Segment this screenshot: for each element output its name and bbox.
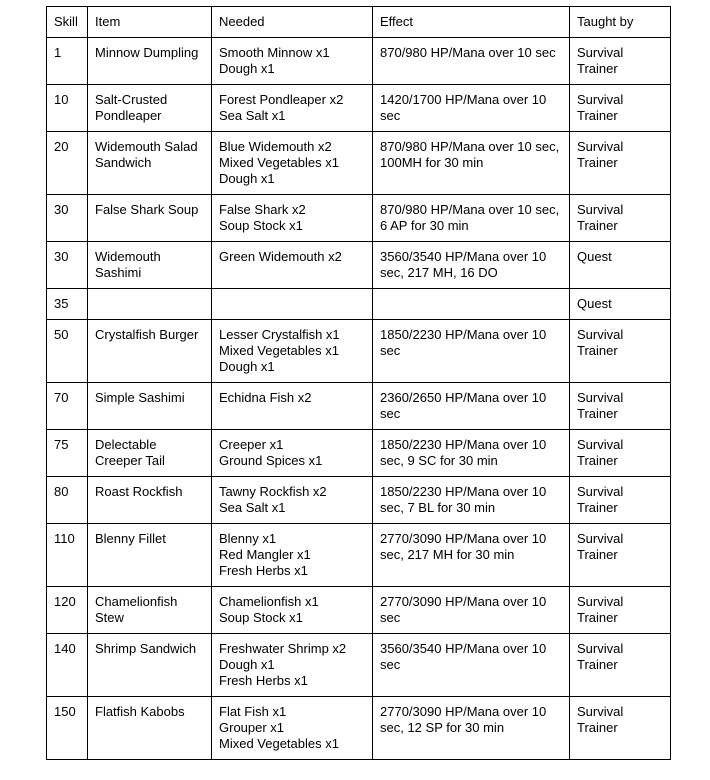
item-cell-line: Sandwich (95, 155, 152, 170)
effect-cell (373, 697, 570, 760)
table-row (47, 195, 671, 242)
effect-cell-line: 2770/3090 HP/Mana over 10 (380, 594, 547, 609)
item-cell (88, 132, 212, 195)
needed-cell-line: Mixed Vegetables x1 (219, 343, 339, 358)
skill-cell: 30 (47, 242, 88, 289)
needed-cell-line: Dough x1 (219, 359, 275, 374)
item-cell (88, 524, 212, 587)
skill-cell: 70 (47, 383, 88, 430)
skill-cell: 20 (47, 132, 88, 195)
skill-cell: 110 (47, 524, 88, 587)
item-cell-line: Roast Rockfish (95, 484, 183, 499)
needed-cell-line: Lesser Crystalfish x1 (219, 327, 340, 342)
effect-cell (373, 524, 570, 587)
skill-cell: 140 (47, 634, 88, 697)
taught-by-cell: Survival Trainer (570, 320, 671, 383)
effect-cell-line: sec, 217 MH, 16 DO (380, 265, 498, 280)
taught-by-cell: Survival Trainer (570, 132, 671, 195)
item-cell-line: Creeper Tail (95, 453, 165, 468)
header-item: Item (88, 7, 212, 38)
header-effect: Effect (373, 7, 570, 38)
needed-cell-line: Flat Fish x1 (219, 704, 287, 719)
effect-cell (373, 430, 570, 477)
effect-cell-line: 3560/3540 HP/Mana over 10 (380, 249, 547, 264)
needed-cell (212, 524, 373, 587)
effect-cell-line: sec (380, 657, 401, 672)
effect-cell-line: 870/980 HP/Mana over 10 sec, (380, 139, 560, 154)
item-cell-line: Widemouth (95, 249, 161, 264)
needed-cell (212, 289, 373, 320)
effect-cell (373, 477, 570, 524)
needed-cell (212, 242, 373, 289)
taught-by-cell: Survival Trainer (570, 587, 671, 634)
needed-cell (212, 587, 373, 634)
needed-cell (212, 383, 373, 430)
table-row (47, 697, 671, 760)
needed-cell-line: Mixed Vegetables x1 (219, 155, 339, 170)
taught-by-cell: Quest (570, 289, 671, 320)
needed-cell-line: Forest Pondleaper x2 (219, 92, 344, 107)
table-row (47, 524, 671, 587)
effect-cell (373, 383, 570, 430)
needed-cell-line: Ground Spices x1 (219, 453, 323, 468)
item-cell (88, 430, 212, 477)
effect-cell (373, 587, 570, 634)
item-cell (88, 477, 212, 524)
needed-cell-line: Freshwater Shrimp x2 (219, 641, 347, 656)
effect-cell (373, 38, 570, 85)
needed-cell (212, 132, 373, 195)
recipe-table-container (46, 6, 671, 760)
needed-cell (212, 634, 373, 697)
effect-cell-line: 3560/3540 HP/Mana over 10 (380, 641, 547, 656)
taught-by-cell: Survival Trainer (570, 383, 671, 430)
effect-cell-line: 870/980 HP/Mana over 10 sec, (380, 202, 560, 217)
item-cell-line: Chamelionfish (95, 594, 178, 609)
header-row (47, 7, 671, 38)
item-cell (88, 634, 212, 697)
skill-cell: 50 (47, 320, 88, 383)
effect-cell-line: sec (380, 108, 401, 123)
taught-by-cell: Survival Trainer (570, 85, 671, 132)
effect-cell-line: 1420/1700 HP/Mana over 10 (380, 92, 547, 107)
table-row (47, 242, 671, 289)
effect-cell-line: sec (380, 406, 401, 421)
header-needed: Needed (212, 7, 373, 38)
effect-cell (373, 634, 570, 697)
effect-cell-line: sec, 9 SC for 30 min (380, 453, 498, 468)
needed-cell-line: False Shark x2 (219, 202, 306, 217)
needed-cell-line: Soup Stock x1 (219, 218, 303, 233)
skill-cell: 150 (47, 697, 88, 760)
item-cell-line: Simple Sashimi (95, 390, 185, 405)
table-row (47, 38, 671, 85)
needed-cell-line: Sea Salt x1 (219, 500, 286, 515)
header-taught-by: Taught by (570, 7, 671, 38)
skill-cell: 30 (47, 195, 88, 242)
item-cell (88, 85, 212, 132)
table-row (47, 477, 671, 524)
needed-cell-line: Tawny Rockfish x2 (219, 484, 327, 499)
needed-cell (212, 85, 373, 132)
item-cell-line: Stew (95, 610, 124, 625)
effect-cell-line: sec (380, 610, 401, 625)
effect-cell-line: sec, 7 BL for 30 min (380, 500, 496, 515)
needed-cell-line: Grouper x1 (219, 720, 285, 735)
effect-cell-line: 2360/2650 HP/Mana over 10 (380, 390, 547, 405)
needed-cell (212, 430, 373, 477)
needed-cell-line: Fresh Herbs x1 (219, 673, 308, 688)
item-cell-line: Blenny Fillet (95, 531, 166, 546)
effect-cell-line: 2770/3090 HP/Mana over 10 (380, 704, 547, 719)
taught-by-cell: Survival Trainer (570, 477, 671, 524)
item-cell-line: Pondleaper (95, 108, 162, 123)
needed-cell-line: Creeper x1 (219, 437, 284, 452)
taught-by-cell: Survival Trainer (570, 38, 671, 85)
effect-cell-line: 6 AP for 30 min (380, 218, 469, 233)
item-cell-line: False Shark Soup (95, 202, 199, 217)
item-cell-line: Shrimp Sandwich (95, 641, 197, 656)
effect-cell (373, 132, 570, 195)
item-cell-line: Sashimi (95, 265, 142, 280)
item-cell (88, 383, 212, 430)
table-row (47, 85, 671, 132)
effect-cell-line: 2770/3090 HP/Mana over 10 (380, 531, 547, 546)
table-row (47, 383, 671, 430)
needed-cell-line: Red Mangler x1 (219, 547, 311, 562)
item-cell (88, 320, 212, 383)
needed-cell-line: Soup Stock x1 (219, 610, 303, 625)
item-cell (88, 38, 212, 85)
effect-cell-line: 870/980 HP/Mana over 10 sec (380, 45, 556, 60)
item-cell-line: Widemouth Salad (95, 139, 198, 154)
needed-cell-line: Mixed Vegetables x1 (219, 736, 339, 751)
needed-cell (212, 38, 373, 85)
needed-cell (212, 477, 373, 524)
recipe-table (46, 6, 671, 760)
needed-cell (212, 195, 373, 242)
taught-by-cell: Survival Trainer (570, 697, 671, 760)
needed-cell-line: Blue Widemouth x2 (219, 139, 332, 154)
item-cell (88, 195, 212, 242)
table-row (47, 634, 671, 697)
taught-by-cell: Survival Trainer (570, 524, 671, 587)
skill-cell: 75 (47, 430, 88, 477)
needed-cell-line: Sea Salt x1 (219, 108, 286, 123)
item-cell-line: Delectable (95, 437, 157, 452)
needed-cell-line: Dough x1 (219, 171, 275, 186)
skill-cell: 1 (47, 38, 88, 85)
table-row (47, 320, 671, 383)
effect-cell (373, 242, 570, 289)
effect-cell-line: 1850/2230 HP/Mana over 10 (380, 484, 547, 499)
item-cell (88, 697, 212, 760)
needed-cell-line: Green Widemouth x2 (219, 249, 342, 264)
effect-cell (373, 320, 570, 383)
effect-cell-line: 1850/2230 HP/Mana over 10 (380, 327, 547, 342)
table-row (47, 587, 671, 634)
taught-by-cell: Quest (570, 242, 671, 289)
skill-cell: 10 (47, 85, 88, 132)
table-row (47, 289, 671, 320)
item-cell (88, 289, 212, 320)
effect-cell (373, 195, 570, 242)
skill-cell: 120 (47, 587, 88, 634)
taught-by-cell: Survival Trainer (570, 195, 671, 242)
item-cell-line: Minnow Dumpling (95, 45, 199, 60)
effect-cell-line: 1850/2230 HP/Mana over 10 (380, 437, 547, 452)
effect-cell-line: sec (380, 343, 401, 358)
needed-cell-line: Chamelionfish x1 (219, 594, 319, 609)
item-cell-line: Crystalfish Burger (95, 327, 199, 342)
effect-cell (373, 289, 570, 320)
item-cell-line: Flatfish Kabobs (95, 704, 185, 719)
needed-cell-line: Dough x1 (219, 61, 275, 76)
taught-by-cell: Survival Trainer (570, 430, 671, 477)
recipe-table-body (47, 38, 671, 760)
taught-by-cell: Survival Trainer (570, 634, 671, 697)
needed-cell (212, 697, 373, 760)
item-cell-line: Salt-Crusted (95, 92, 168, 107)
needed-cell-line: Echidna Fish x2 (219, 390, 312, 405)
effect-cell-line: 100MH for 30 min (380, 155, 484, 170)
effect-cell (373, 85, 570, 132)
item-cell (88, 587, 212, 634)
skill-cell: 35 (47, 289, 88, 320)
effect-cell-line: sec, 12 SP for 30 min (380, 720, 505, 735)
table-row (47, 132, 671, 195)
table-row (47, 430, 671, 477)
needed-cell-line: Fresh Herbs x1 (219, 563, 308, 578)
needed-cell-line: Smooth Minnow x1 (219, 45, 330, 60)
header-skill: Skill (47, 7, 88, 38)
needed-cell-line: Blenny x1 (219, 531, 277, 546)
skill-cell: 80 (47, 477, 88, 524)
effect-cell-line: sec, 217 MH for 30 min (380, 547, 515, 562)
needed-cell-line: Dough x1 (219, 657, 275, 672)
needed-cell (212, 320, 373, 383)
item-cell (88, 242, 212, 289)
